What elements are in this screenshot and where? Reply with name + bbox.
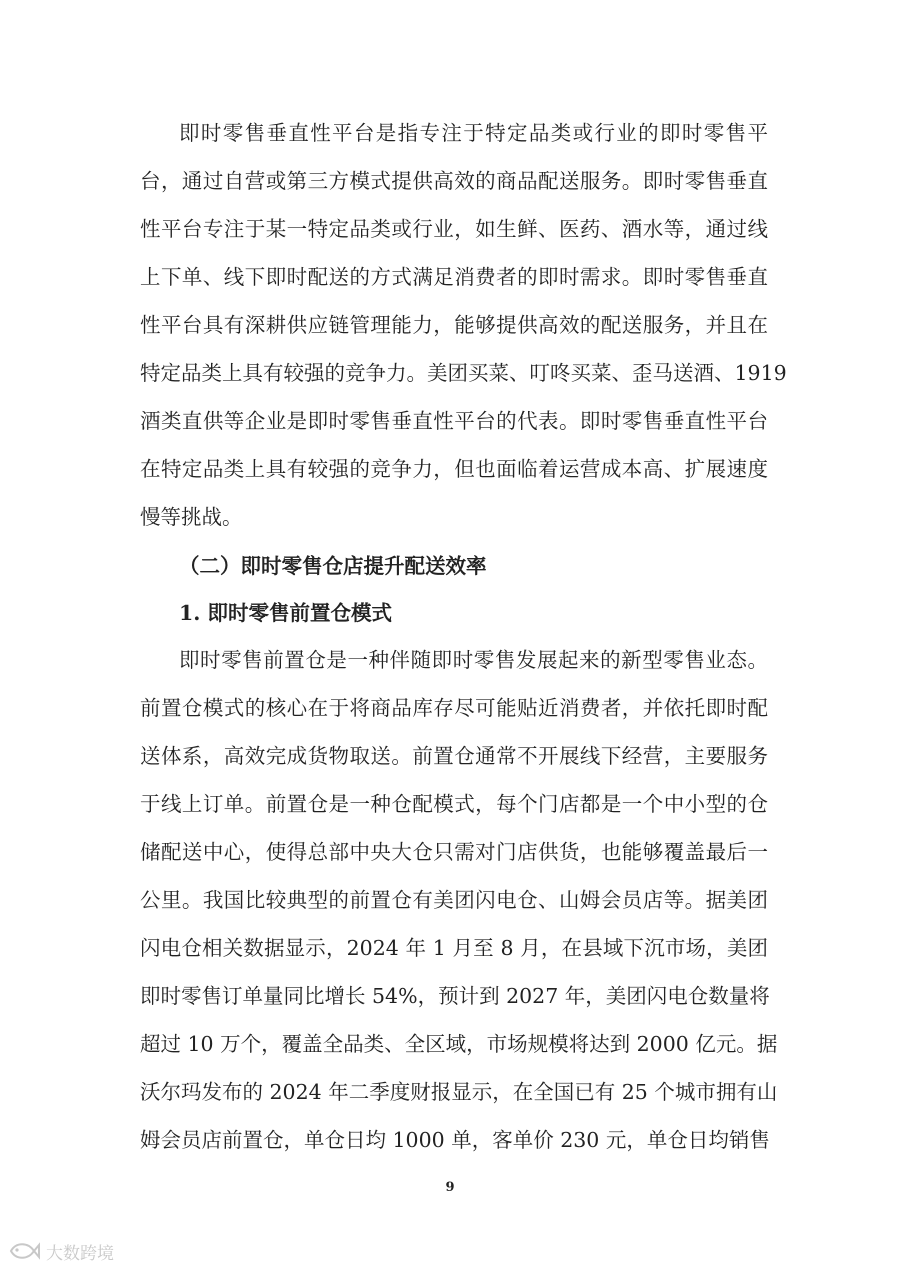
section-heading: （二）即时零售仓店提升配送效率 <box>179 554 487 578</box>
paragraph-line: 上下单、线下即时配送的方式满足消费者的即时需求。即时零售垂直 <box>140 265 768 289</box>
paragraph-line: 性平台专注于某一特定品类或行业，如生鲜、医药、酒水等，通过线 <box>140 217 768 241</box>
subsection-heading: 1. 即时零售前置仓模式 <box>179 601 393 625</box>
fish-logo-icon <box>8 1239 40 1263</box>
paragraph-line: 储配送中心，使得总部中央大仓只需对门店供货，也能够覆盖最后一 <box>140 840 768 864</box>
paragraph-line: 性平台具有深耕供应链管理能力，能够提供高效的配送服务，并且在 <box>140 313 768 337</box>
paragraph-line: 慢等挑战。 <box>140 505 243 529</box>
paragraph-line: 在特定品类上具有较强的竞争力，但也面临着运营成本高、扩展速度 <box>140 457 768 481</box>
paragraph-line: 台，通过自营或第三方模式提供高效的商品配送服务。即时零售垂直 <box>140 169 768 193</box>
paragraph-line: 即时零售垂直性平台是指专注于特定品类或行业的即时零售平 <box>179 121 768 145</box>
paragraph-line: 酒类直供等企业是即时零售垂直性平台的代表。即时零售垂直性平台 <box>140 409 768 433</box>
paragraph-line: 特定品类上具有较强的竞争力。美团买菜、叮咚买菜、歪马送酒、1919 <box>140 361 787 385</box>
paragraph-line: 沃尔玛发布的 2024 年二季度财报显示，在全国已有 25 个城市拥有山 <box>140 1080 778 1104</box>
paragraph-line: 即时零售订单量同比增长 54%，预计到 2027 年，美团闪电仓数量将 <box>140 984 770 1008</box>
paragraph-line: 前置仓模式的核心在于将商品库存尽可能贴近消费者，并依托即时配 <box>140 696 768 720</box>
paragraph-line: 闪电仓相关数据显示，2024 年 1 月至 8 月，在县域下沉市场，美团 <box>140 936 768 960</box>
paragraph-line: 姆会员店前置仓，单仓日均 1000 单，客单价 230 元，单仓日均销售 <box>140 1128 770 1152</box>
watermark <box>8 1238 114 1264</box>
paragraph-line: 即时零售前置仓是一种伴随即时零售发展起来的新型零售业态。 <box>179 648 768 672</box>
page-number: 9 <box>445 1180 455 1195</box>
paragraph-line: 送体系，高效完成货物取送。前置仓通常不开展线下经营，主要服务 <box>140 744 768 768</box>
paragraph-line: 超过 10 万个，覆盖全品类、全区域，市场规模将达到 2000 亿元。据 <box>140 1032 778 1056</box>
paragraph-line: 公里。我国比较典型的前置仓有美团闪电仓、山姆会员店等。据美团 <box>140 888 768 912</box>
paragraph-line: 于线上订单。前置仓是一种仓配模式，每个门店都是一个中小型的仓 <box>140 792 768 816</box>
watermark-text: 大数跨境 <box>46 1243 114 1264</box>
